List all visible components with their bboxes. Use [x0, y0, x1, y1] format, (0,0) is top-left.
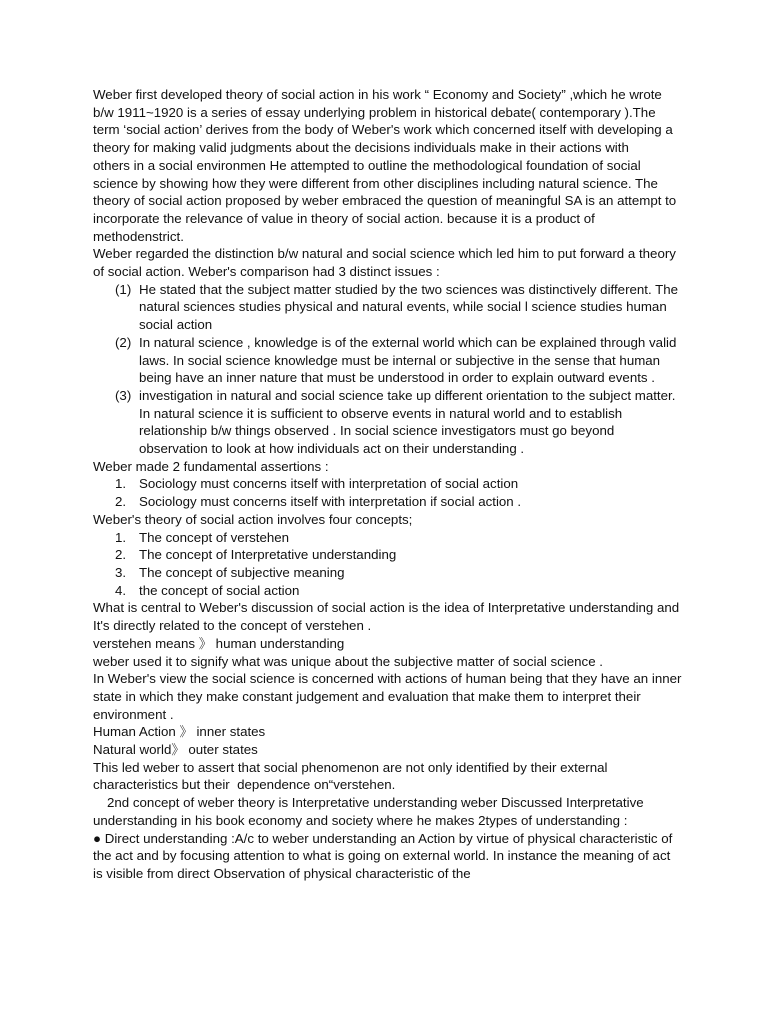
list-item-text: He stated that the subject matter studied by the two sciences was distinctively different. The natural sciences studies physical and natural events, while social l science studies human social action — [139, 281, 679, 333]
list-item-marker: 4. — [115, 582, 127, 598]
list-item-text: the concept of social action — [139, 582, 300, 598]
list-item-text: The concept of verstehen — [139, 529, 290, 545]
paragraph: Weber first developed theory of social action in his work “ Economy and Society” ,which he wrote b/w 1911~1920 is a series of essay underlying problem in historical debate( contemporary ).The term ‘social action’ derives from the body of Weber's work which concerned itself with developing a theory for making valid judgments about the decisions individuals make in their actions with — [93, 87, 677, 156]
paragraph: This led weber to assert that social phenomenon are not only identified by their external characteristics but their dependence on“verstehen. — [93, 759, 612, 793]
list-item-text: The concept of subjective meaning — [139, 564, 345, 580]
list-item-marker: (2) — [115, 334, 132, 350]
paragraph: verstehen means 》 human understanding — [93, 635, 345, 651]
paragraph: Weber regarded the distinction b/w natural and social science which led him to put forward a theory of social action. Weber's comparison had 3 distinct issues : — [93, 246, 680, 280]
list-item-text: In natural science , knowledge is of the external world which can be explained through valid laws. In social science knowledge must be internal or subjective in the sense that human being have an inner nature that must be understood in order to explain outward events . — [139, 334, 677, 386]
list-item-text: Sociology must concerns itself with interpretation if social action . — [139, 494, 522, 510]
list-item — [93, 529, 683, 547]
list-item-marker: (3) — [115, 387, 132, 403]
list-item — [93, 546, 683, 564]
paragraph: In Weber's view the social science is concerned with actions of human being that they have an inner state in which they make constant judgement and evaluation that make them to interpret their environment . — [93, 671, 686, 722]
paragraph: weber used it to signify what was unique about the subjective matter of social science . — [93, 653, 603, 669]
paragraph: Human Action 》 inner states — [93, 724, 266, 740]
numbered-list — [93, 475, 683, 510]
list-item-text: Sociology must concerns itself with interpretation of social action — [139, 476, 519, 492]
list-item — [93, 582, 683, 600]
paragraph: ● Direct understanding :A/c to weber understanding an Action by virtue of physical characteristic of the act and by focusing attention to what is going on external world. In instance the meaning of act is visible from direct Observation of physical characteristic of the — [93, 830, 677, 881]
document-page — [93, 86, 686, 883]
list-item — [93, 475, 683, 493]
list-item — [93, 334, 683, 387]
list-item — [93, 493, 683, 511]
list-item — [93, 564, 683, 582]
paragraph: Weber made 2 fundamental assertions : — [93, 458, 329, 474]
paragraph: 2nd concept of weber theory is Interpretative understanding weber Discussed Interpretative understanding in his book economy and society where he makes 2types of understanding : — [93, 795, 644, 828]
list-item-marker: 2. — [115, 494, 127, 510]
paragraph: Natural world》 outer states — [93, 742, 258, 758]
list-item — [93, 387, 683, 458]
list-item-text: investigation in natural and social science take up different orientation to the subject matter. In natural science it is sufficient to observe events in natural world and to establish relationship b/w things observed . In social science investigators must go beyond observation to look at how individuals act on their understanding . — [139, 387, 676, 457]
numbered-list — [93, 529, 683, 600]
paragraph: Weber's theory of social action involves four concepts; — [93, 511, 413, 527]
list-item — [93, 281, 683, 334]
numbered-list — [93, 281, 683, 458]
list-item-marker: 2. — [115, 547, 127, 563]
list-item-marker: 1. — [115, 476, 127, 492]
list-item-text: The concept of Interpretative understanding — [139, 547, 397, 563]
list-item-marker: 1. — [115, 529, 127, 545]
list-item-marker: 3. — [115, 564, 127, 580]
list-item-marker: (1) — [115, 281, 132, 297]
paragraph: others in a social environmen He attempted to outline the methodological foundation of social science by showing how they were different from other disciplines including natural science. The theory of social action proposed by weber embraced the question of meaningful SA is an attempt to incorporate the relevance of value in theory of social action. because it is a product of methodenstrict. — [93, 157, 680, 244]
paragraph: What is central to Weber's discussion of social action is the idea of Interpretative understanding and It's directly related to the concept of verstehen . — [93, 600, 683, 634]
